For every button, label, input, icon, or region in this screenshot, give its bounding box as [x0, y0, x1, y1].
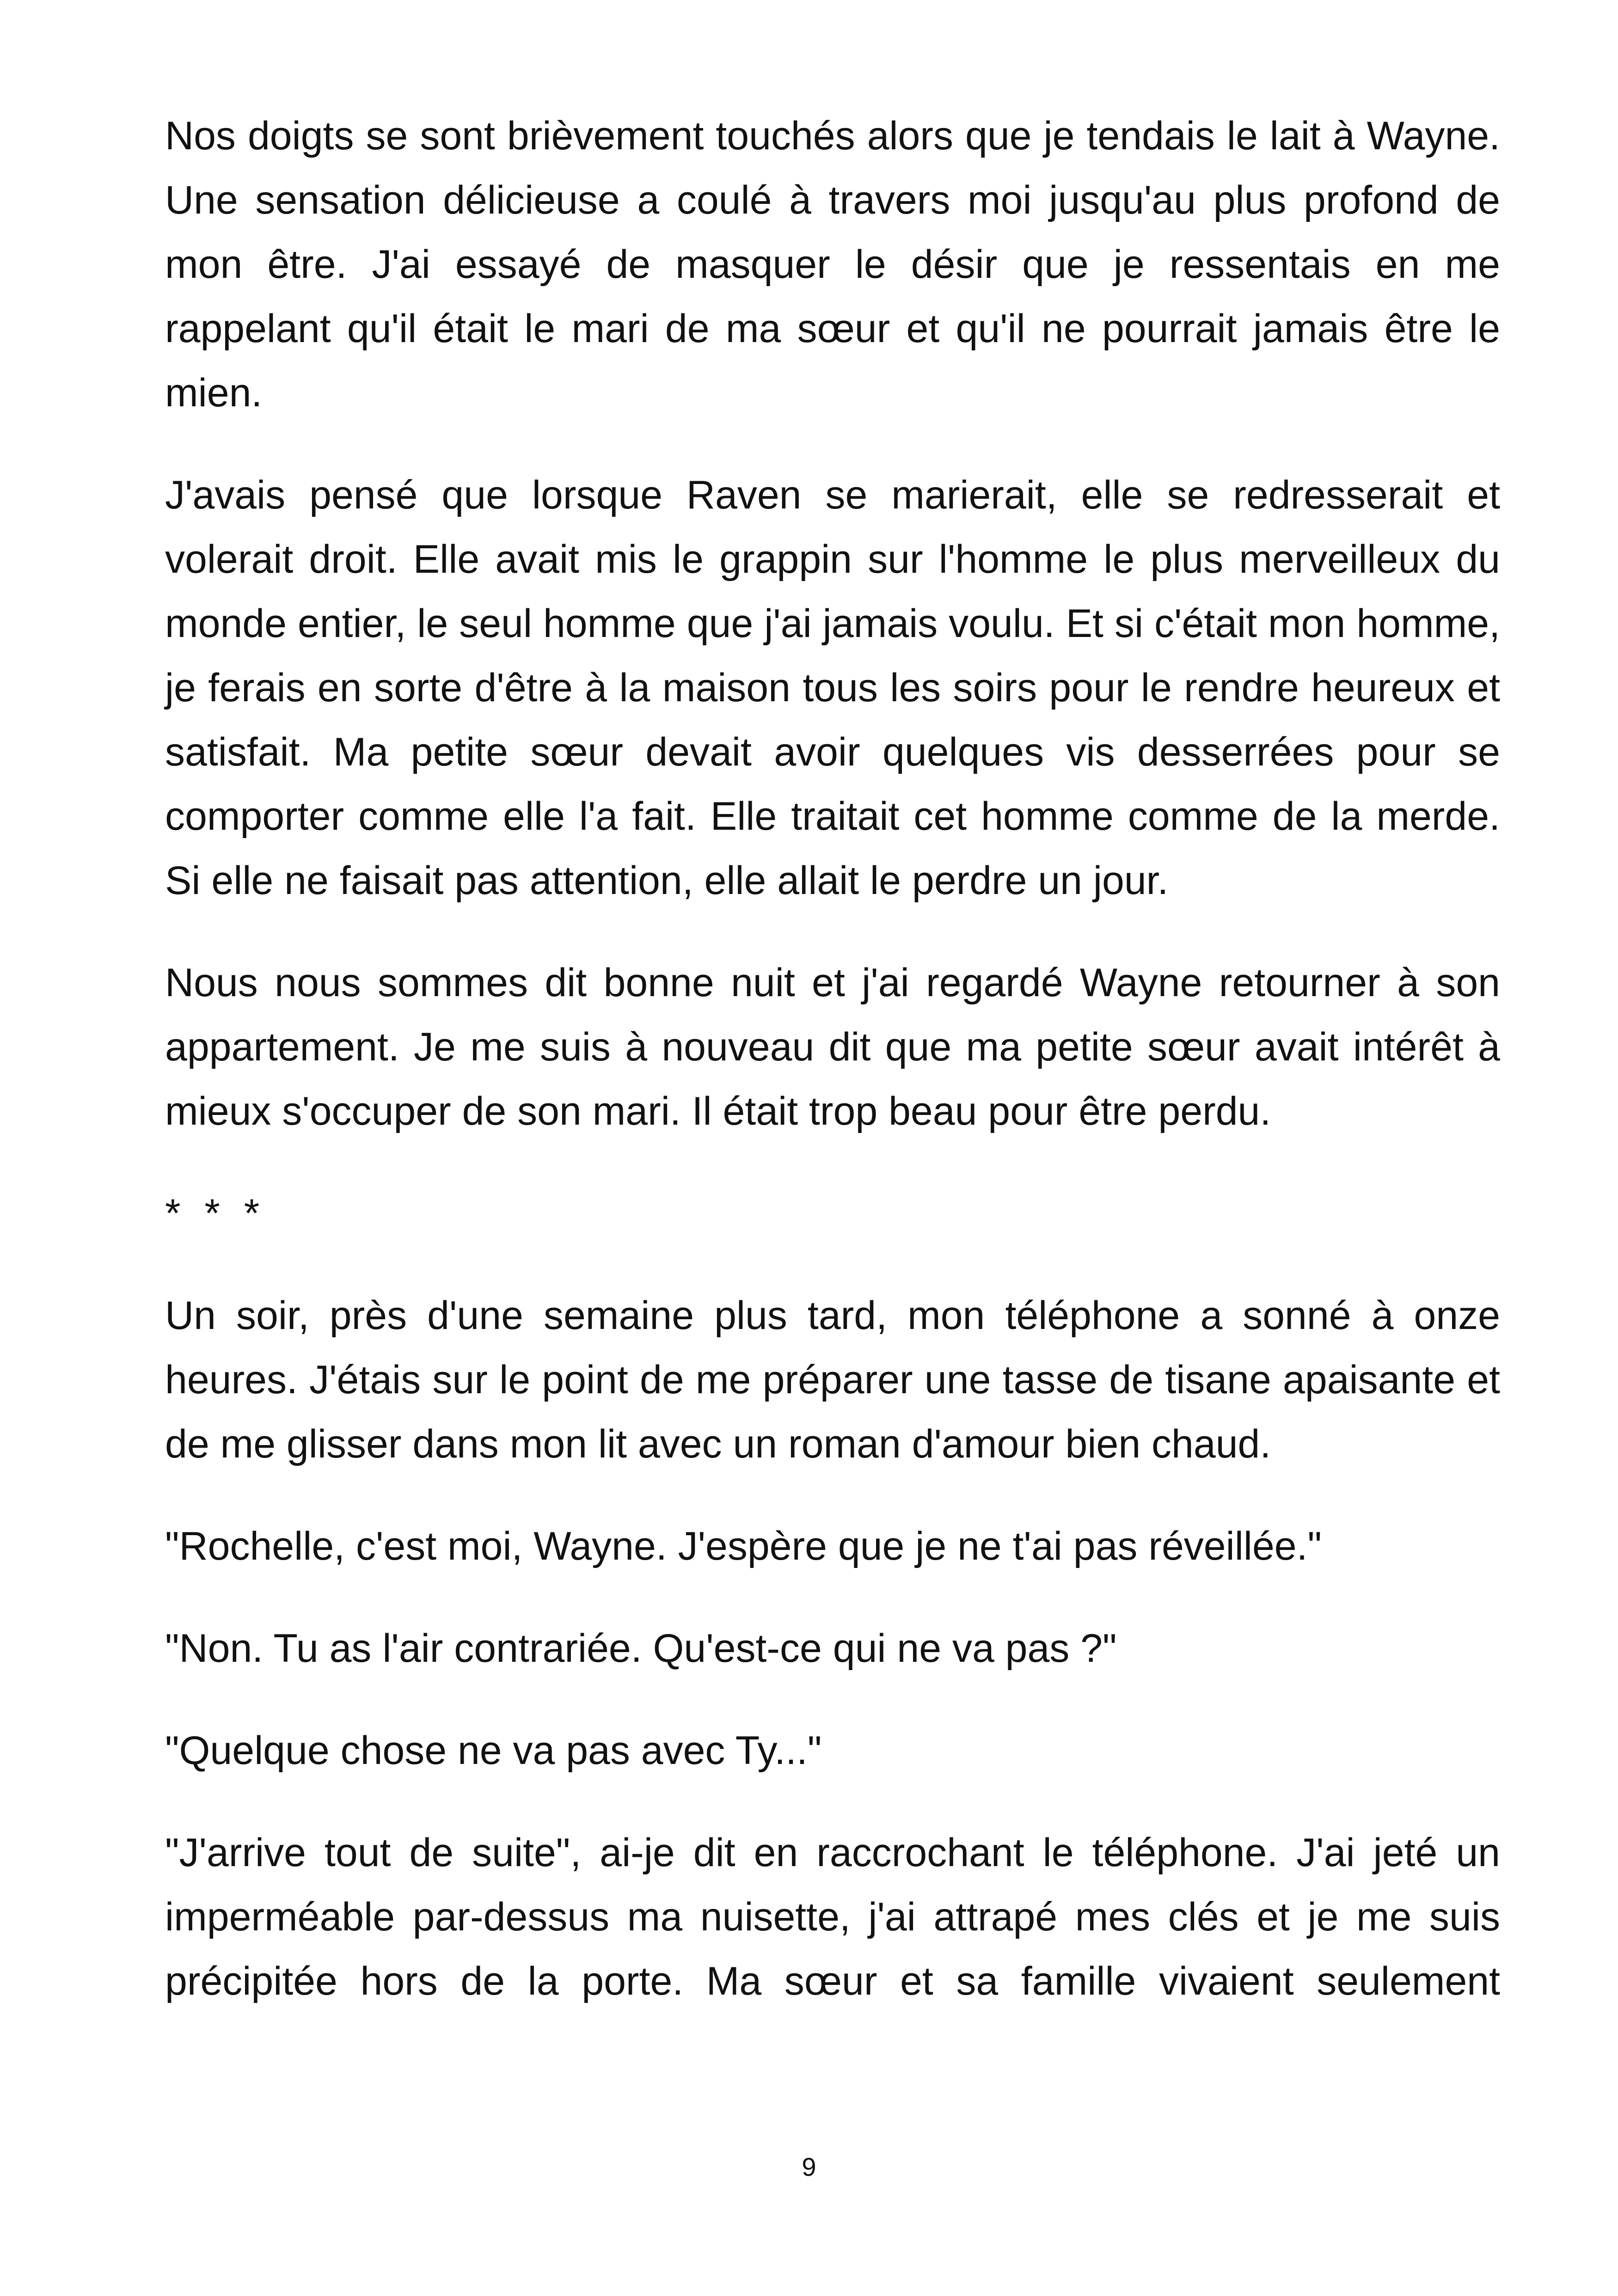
dialogue-line: "Quelque chose ne va pas avec Ty...": [165, 1728, 822, 1773]
paragraph: Un soir, près d'une semaine plus tard, mon téléphone a sonné à onze heures. J'étais sur le point de me préparer une tasse de tisane apaisante et de me glisser dans mon lit avec un roman d'amour bien chaud.: [165, 1293, 1500, 1466]
body-text: [165, 104, 1500, 2051]
paragraph: J'avais pensé que lorsque Raven se marierait, elle se redresserait et volerait droit. Elle avait mis le grappin sur l'homme le plus merveilleux du monde entier, le seul homme que j'ai jamais voulu. Et si c'était mon homme, je ferais en sorte d'être à la maison tous les soirs pour le rendre heureux et satisfait. Ma petite sœur devait avoir quelques vis desserrées pour se comporter comme elle l'a fait. Elle traitait cet homme comme de la merde. Si elle ne faisait pas attention, elle allait le perdre un jour.: [165, 473, 1500, 903]
page-number: 9: [802, 2152, 816, 2181]
paragraph: Nous nous sommes dit bonne nuit et j'ai regardé Wayne retourner à son appartement. Je me suis à nouveau dit que ma petite sœur avait intérêt à mieux s'occuper de son mari. Il était trop beau pour être perdu.: [165, 961, 1500, 1133]
paragraph: Nos doigts se sont brièvement touchés alors que je tendais le lait à Wayne. Une sensation délicieuse a coulé à travers moi jusqu'au plus profond de mon être. J'ai essayé de masquer le désir que je ressentais en me rappelant qu'il était le mari de ma sœur et qu'il ne pourrait jamais être le mien.: [165, 114, 1500, 415]
dialogue-line: "Rochelle, c'est moi, Wayne. J'espère que je ne t'ai pas réveillée.": [165, 1524, 1322, 1568]
paragraph: "J'arrive tout de suite", ai-je dit en raccrochant le téléphone. J'ai jeté un imperméable par-dessus ma nuisette, j'ai attrapé mes clés et je me suis précipitée hors de la porte. Ma sœur et sa famille vivaient seulement: [165, 1831, 1500, 2003]
scene-break: * * *: [165, 1191, 266, 1236]
dialogue-line: "Non. Tu as l'air contrariée. Qu'est-ce qui ne va pas ?": [165, 1626, 1117, 1671]
